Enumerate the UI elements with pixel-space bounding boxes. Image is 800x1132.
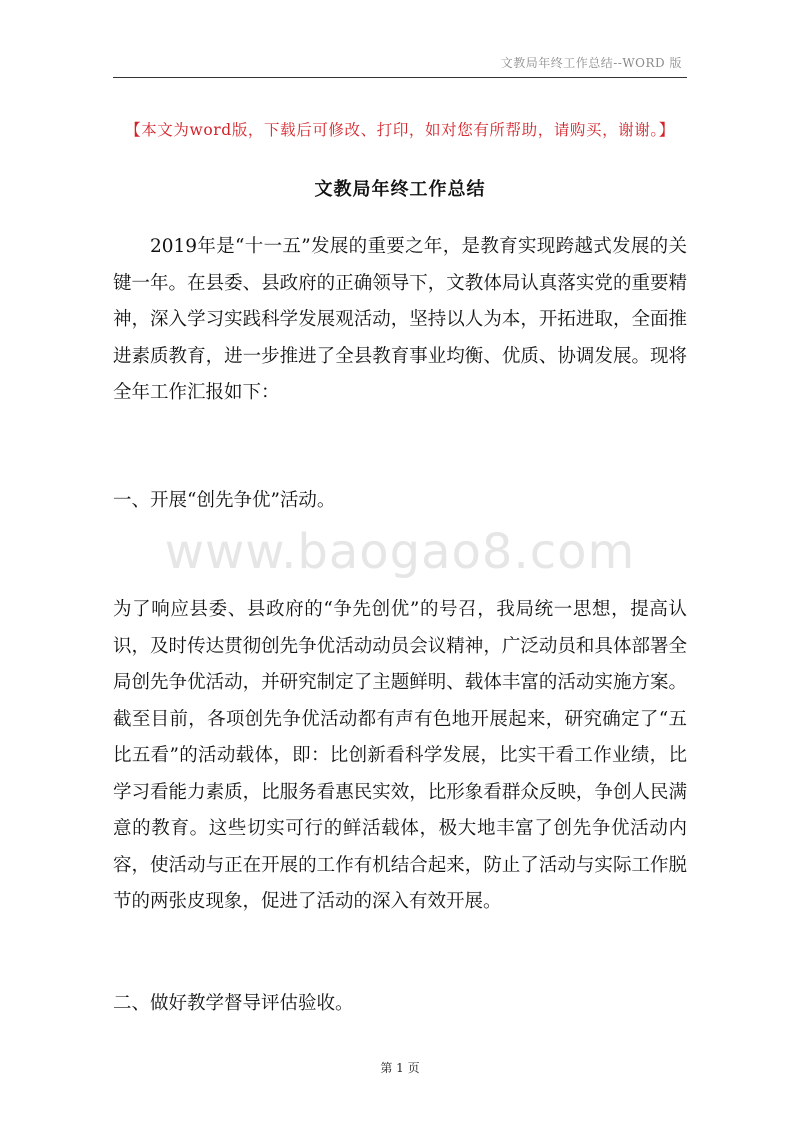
- section-1-paragraph: 为了响应县委、县政府的“争先创优”的号召，我局统一思想，提高认识，及时传达贯彻创先争优活动动员会议精神，广泛动员和具体部署全局创先争优活动，并研究制定了主题鲜明、载体丰富的活动实施方案。截至目前，各项创先争优活动都有声有色地开展起来，研究确定了“五比五看”的活动载体，即：比创新看科学发展，比实干看工作业绩，比学习看能力素质，比服务看惠民实效，比形象看群众反映，争创人民满意的教育。这些切实可行的鲜活载体，极大地丰富了创先争优活动内容，使活动与正在开展的工作有机结合起来，防止了活动与实际工作脱节的两张皮现象，促进了活动的深入有效开展。: [113, 599, 687, 912]
- document-title: 文教局年终工作总结: [314, 179, 486, 200]
- watermark: www.baogao8.com: [164, 524, 636, 580]
- intro-paragraph: 2019年是“十一五”发展的重要之年，是教育实现跨越式发展的关键一年。在县委、县政府的正确领导下，文教体局认真落实党的重要精神，深入学习实践科学发展观活动，坚持以人为本，开拓进取，全面推进素质教育，进一步推进了全县教育事业均衡、优质、协调发展。现将全年工作汇报如下：: [113, 236, 687, 403]
- section-heading-1: 一、开展“创先争优”活动。: [113, 490, 336, 511]
- section-heading-2: 二、做好教学督导评估验收。: [113, 993, 354, 1014]
- page-header-text: 文教局年终工作总结--WORD 版: [500, 56, 682, 70]
- header-divider: [113, 77, 687, 78]
- download-notice: 【本文为word版，下载后可修改、打印，如对您有所帮助，请购买，谢谢。】: [125, 121, 675, 139]
- page-number: 第 1 页: [380, 1061, 420, 1075]
